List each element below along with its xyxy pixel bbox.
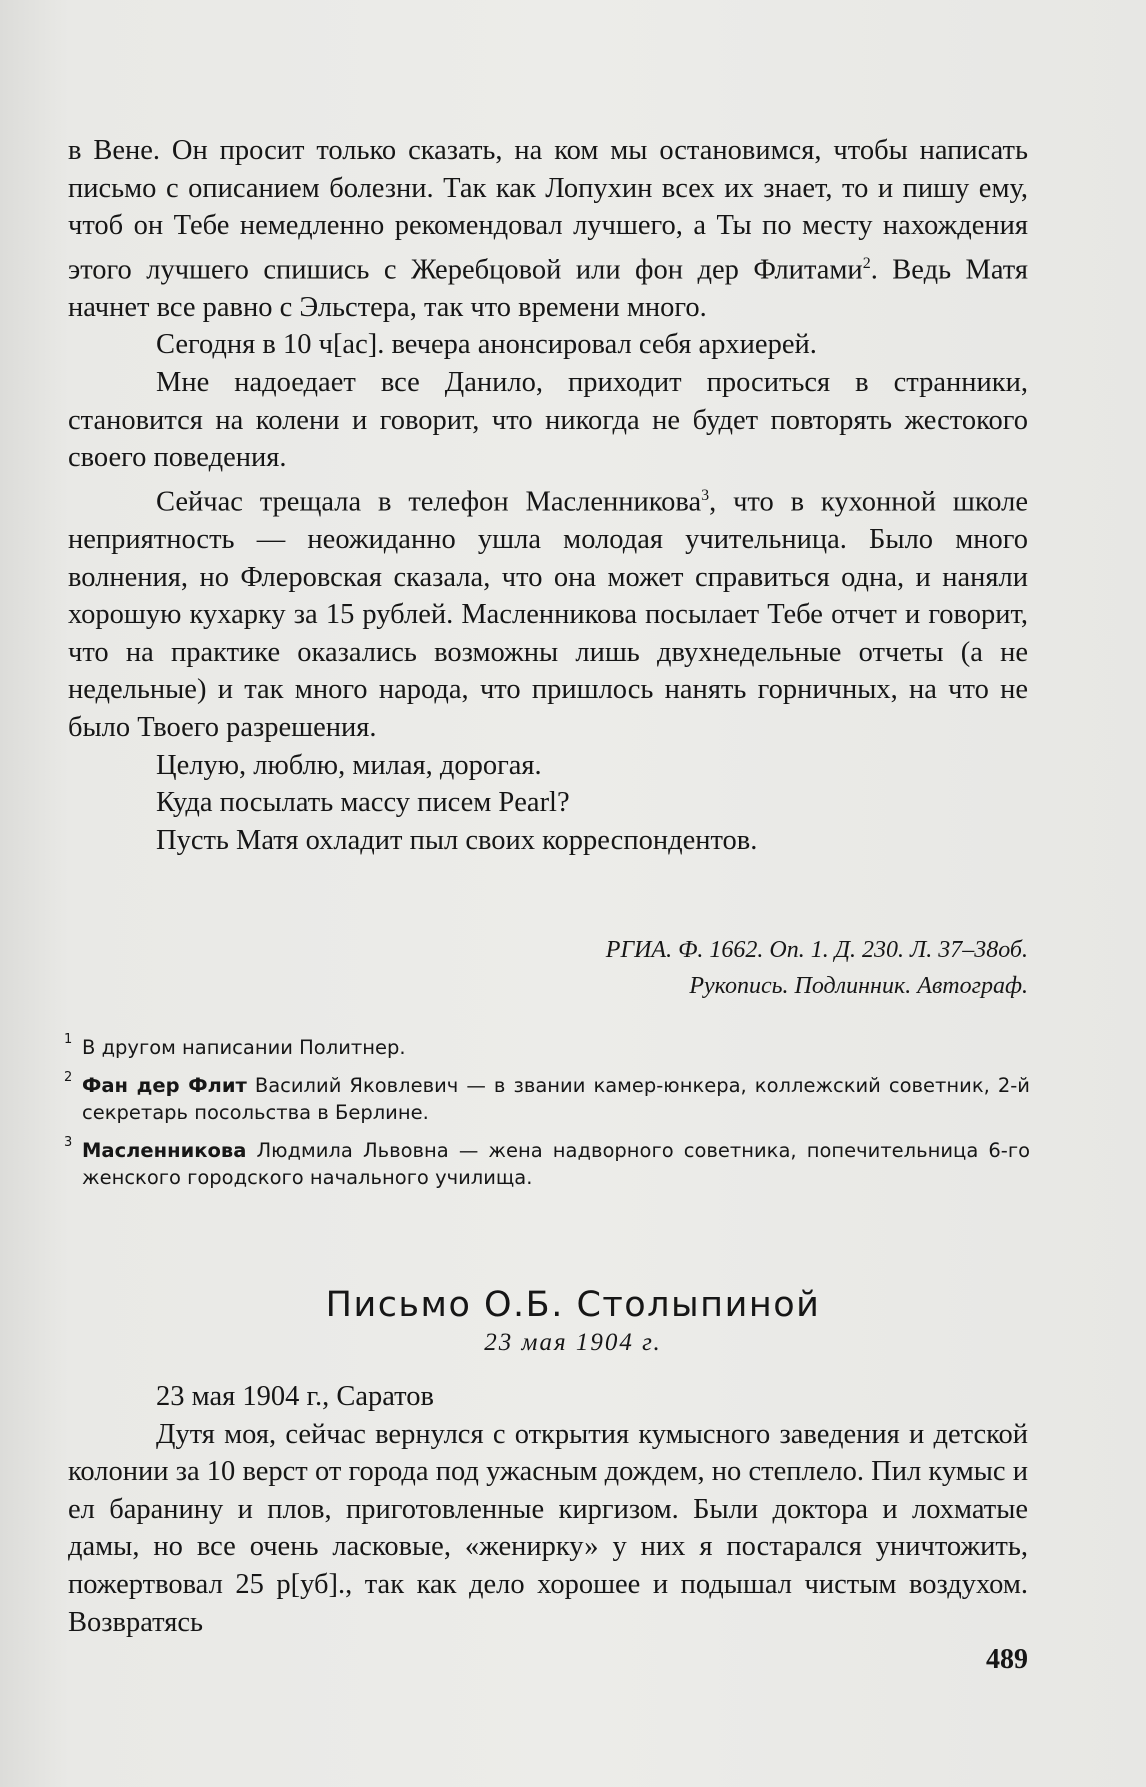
archive-reference: РГИА. Ф. 1662. Оп. 1. Д. 230. Л. 37–38об. bbox=[605, 937, 1028, 963]
main-text bbox=[68, 132, 1028, 859]
paragraph-7: Пусть Матя охладит пыл своих корреспондентов. bbox=[156, 824, 758, 856]
letter-date: 23 мая 1904 г. bbox=[484, 1329, 662, 1356]
letter-heading: Письмо О.Б. Столыпиной bbox=[325, 1285, 821, 1325]
paragraph-2: Сегодня в 10 ч[ас]. вечера анонсировал себя архиерей. bbox=[156, 329, 817, 361]
paragraph-1: в Вене. Он просит только сказать, на ком мы остановимся, чтобы написать письмо с описанием болезни. Так как Лопухин всех их знает, то и пишу ему, чтоб он Тебе немедленно рекомендовал лучшего, а Ты по месту нахождения этого лучшего спишись с Жеребцовой или фон дер Флитами$^2$. Ведь Матя начнет все равно с Эльстера, так что времени много. bbox=[68, 135, 1028, 323]
letter-body: Дутя моя, сейчас вернулся с открытия кумысного заведения и детской колонии за 10 верст от города под ужасным дождем, но степлело. Пил кумыс и ел баранину и плов, приготовленные киргизом. Были доктора и лохматые дамы, но все очень ласковые, «женирку» у них я постарался уничтожить, пожертвовал 25 р[уб]., так как дело хорошее и подышал чистым воздухом. Возвратясь bbox=[68, 1418, 1028, 1638]
paragraph-5: Целую, люблю, милая, дорогая. bbox=[156, 749, 542, 781]
paragraph-3: Мне надоедает все Данило, приходит проситься в странники, становится на колени и говорит, что никогда не будет повторять жестокого своего поведения. bbox=[68, 367, 1028, 474]
paragraph-4: Сейчас трещала в телефон Масленникова$^3$, что в кухонной школе неприятность — неожиданно ушла молодая учительница. Было много волнения, но Флеровская сказала, что она может справиться одна, и наняли хорошую кухарку за 15 рублей. Масленникова посылает Тебе отчет и говорит, что на практике оказались возможны лишь двухнедельные отчеты (а не недельные) и так много народа, что пришлось нанять горничных, на что не было Твоего разрешения. bbox=[68, 486, 1028, 743]
paragraph-6: Куда посылать массу писем Pearl? bbox=[156, 787, 570, 819]
footnotes bbox=[64, 1032, 1030, 1202]
letter-place-date: 23 мая 1904 г., Саратов bbox=[156, 1381, 434, 1412]
footnote-ref-2: 2 bbox=[862, 254, 871, 272]
document-description: Рукопись. Подлинник. Автограф. bbox=[689, 973, 1028, 999]
footnote-1: 1 В другом написании Политнер. bbox=[64, 1032, 406, 1059]
footnote-3: 3 Масленникова Людмила Львовна — жена надворного советника, попечительница 6-го женского городского начального училища. bbox=[64, 1135, 1030, 1189]
footnote-ref-3: 3 bbox=[701, 486, 710, 504]
footnote-2: 2 Фан дер Флит Василий Яковлевич — в звании камер-юнкера, коллежский советник, 2-й секретарь посольства в Берлине. bbox=[64, 1070, 1030, 1124]
letter-text bbox=[68, 1378, 1028, 1641]
page-number: 489 bbox=[986, 1644, 1028, 1675]
